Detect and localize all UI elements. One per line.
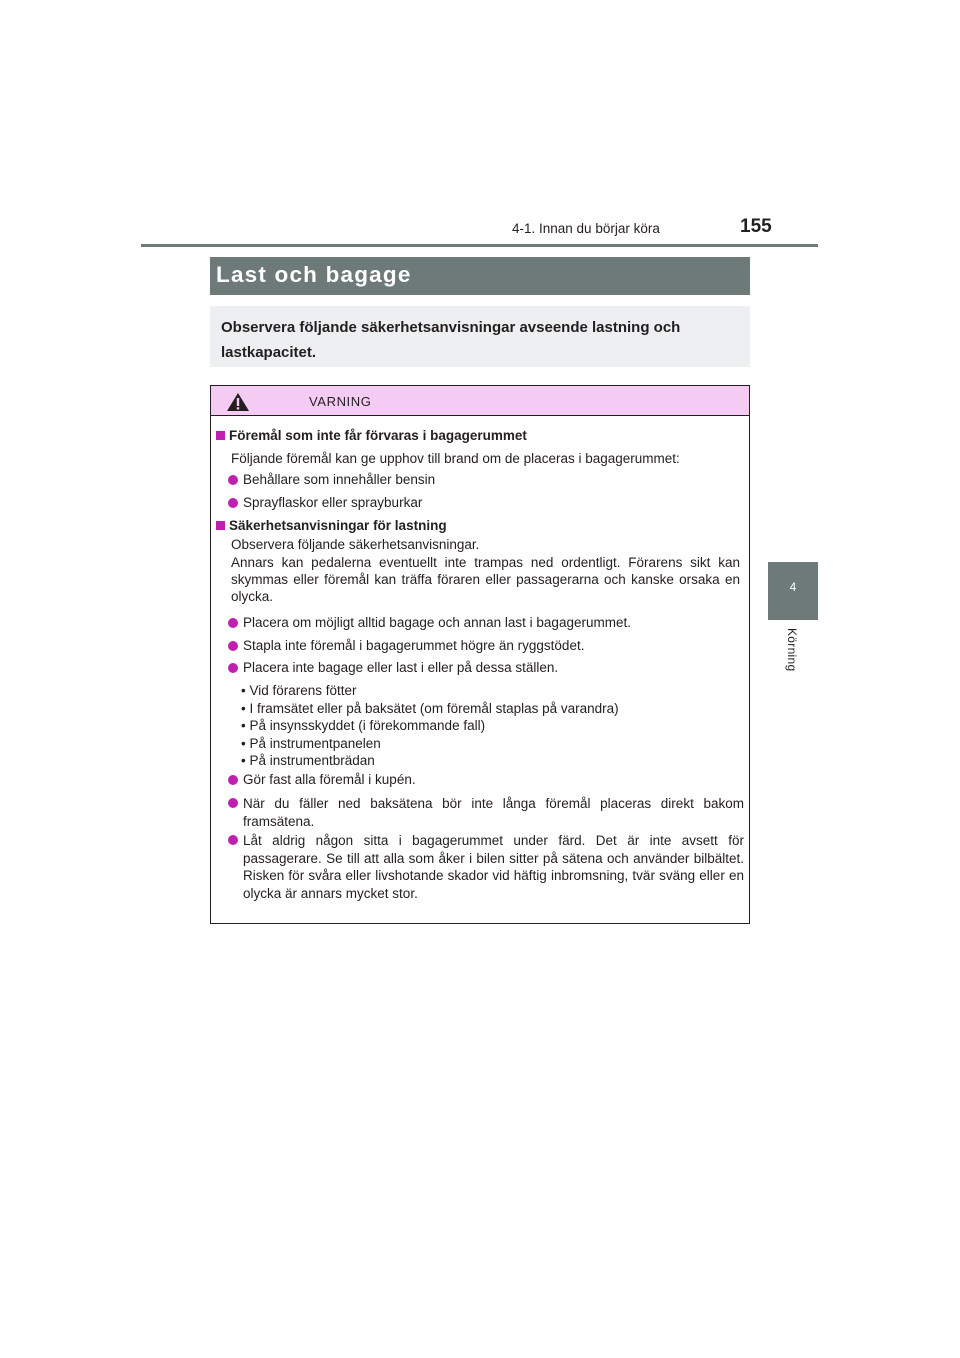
title-bar (210, 257, 750, 295)
section-title: 4-1. Innan du börjar köra (512, 221, 660, 236)
round-bullet-icon (228, 775, 238, 785)
chapter-tab (768, 562, 818, 620)
round-bullet-icon (228, 498, 238, 508)
square-bullet-icon (216, 431, 225, 440)
intro-box (210, 306, 750, 367)
round-bullet-icon (228, 618, 238, 628)
list-item: Stapla inte föremål i bagagerummet högre än ryggstödet. (243, 638, 585, 653)
list-item: Gör fast alla föremål i kupén. (243, 772, 416, 787)
page-title: Last och bagage (216, 262, 412, 287)
round-bullet-icon (228, 663, 238, 673)
list-item: När du fäller ned baksätena bör inte långa föremål placeras direkt bakom framsätena. (243, 796, 744, 829)
chapter-label: Körning (785, 628, 799, 672)
sub-list-item: • I framsätet eller på baksätet (om föremål staplas på varandra) (241, 700, 619, 716)
chapter-number: 4 (789, 580, 797, 594)
list-item: Placera inte bagage eller last i eller på dessa ställen. (243, 660, 559, 675)
page-number: 155 (740, 216, 772, 237)
list-item: Låt aldrig någon sitta i bagagerummet under färd. Det är inte avsett för passagerare. Se till att alla som åker i bilen sitter på sätena och använder bilbältet. Risken för svåra eller livshotande skador vid häftig inbromsning, tvär sväng eller en olycka är annars mycket stor. (243, 833, 744, 901)
subheading: Föremål som inte får förvaras i bagagerummet (229, 428, 527, 443)
paragraph: Annars kan pedalerna eventuellt inte trampas ned ordentligt. Förarens sikt kan skymmas eller föremål kan träffa föraren eller passagerarna och kanske orsaka en olycka. (231, 555, 740, 604)
warning-label: VARNING (309, 394, 372, 409)
sub-list-item: • På instrumentpanelen (241, 735, 381, 751)
warning-header (211, 386, 749, 416)
round-bullet-icon (228, 835, 238, 845)
round-bullet-icon (228, 798, 238, 808)
subheading: Säkerhetsanvisningar för lastning (229, 518, 447, 533)
list-item: Placera om möjligt alltid bagage och annan last i bagagerummet. (243, 615, 631, 630)
list-item: Sprayflaskor eller sprayburkar (243, 495, 423, 510)
paragraph: Följande föremål kan ge upphov till brand om de placeras i bagagerummet: (231, 451, 680, 466)
round-bullet-icon (228, 641, 238, 651)
list-item: Behållare som innehåller bensin (243, 472, 436, 487)
paragraph: Observera följande säkerhetsanvisningar. (231, 537, 480, 552)
sub-list-item: • På insynsskyddet (i förekommande fall) (241, 718, 486, 733)
header-divider (141, 244, 818, 247)
intro-text: Observera följande säkerhetsanvisningar avseende lastning och lastkapacitet. (221, 319, 681, 361)
sub-list-item: • Vid förarens fötter (241, 683, 357, 698)
sub-list-item: • På instrumentbrädan (241, 753, 375, 768)
square-bullet-icon (216, 521, 225, 530)
sub-list (241, 682, 619, 770)
warning-triangle-icon (226, 392, 250, 412)
warning-box (210, 385, 750, 924)
round-bullet-icon (228, 475, 238, 485)
